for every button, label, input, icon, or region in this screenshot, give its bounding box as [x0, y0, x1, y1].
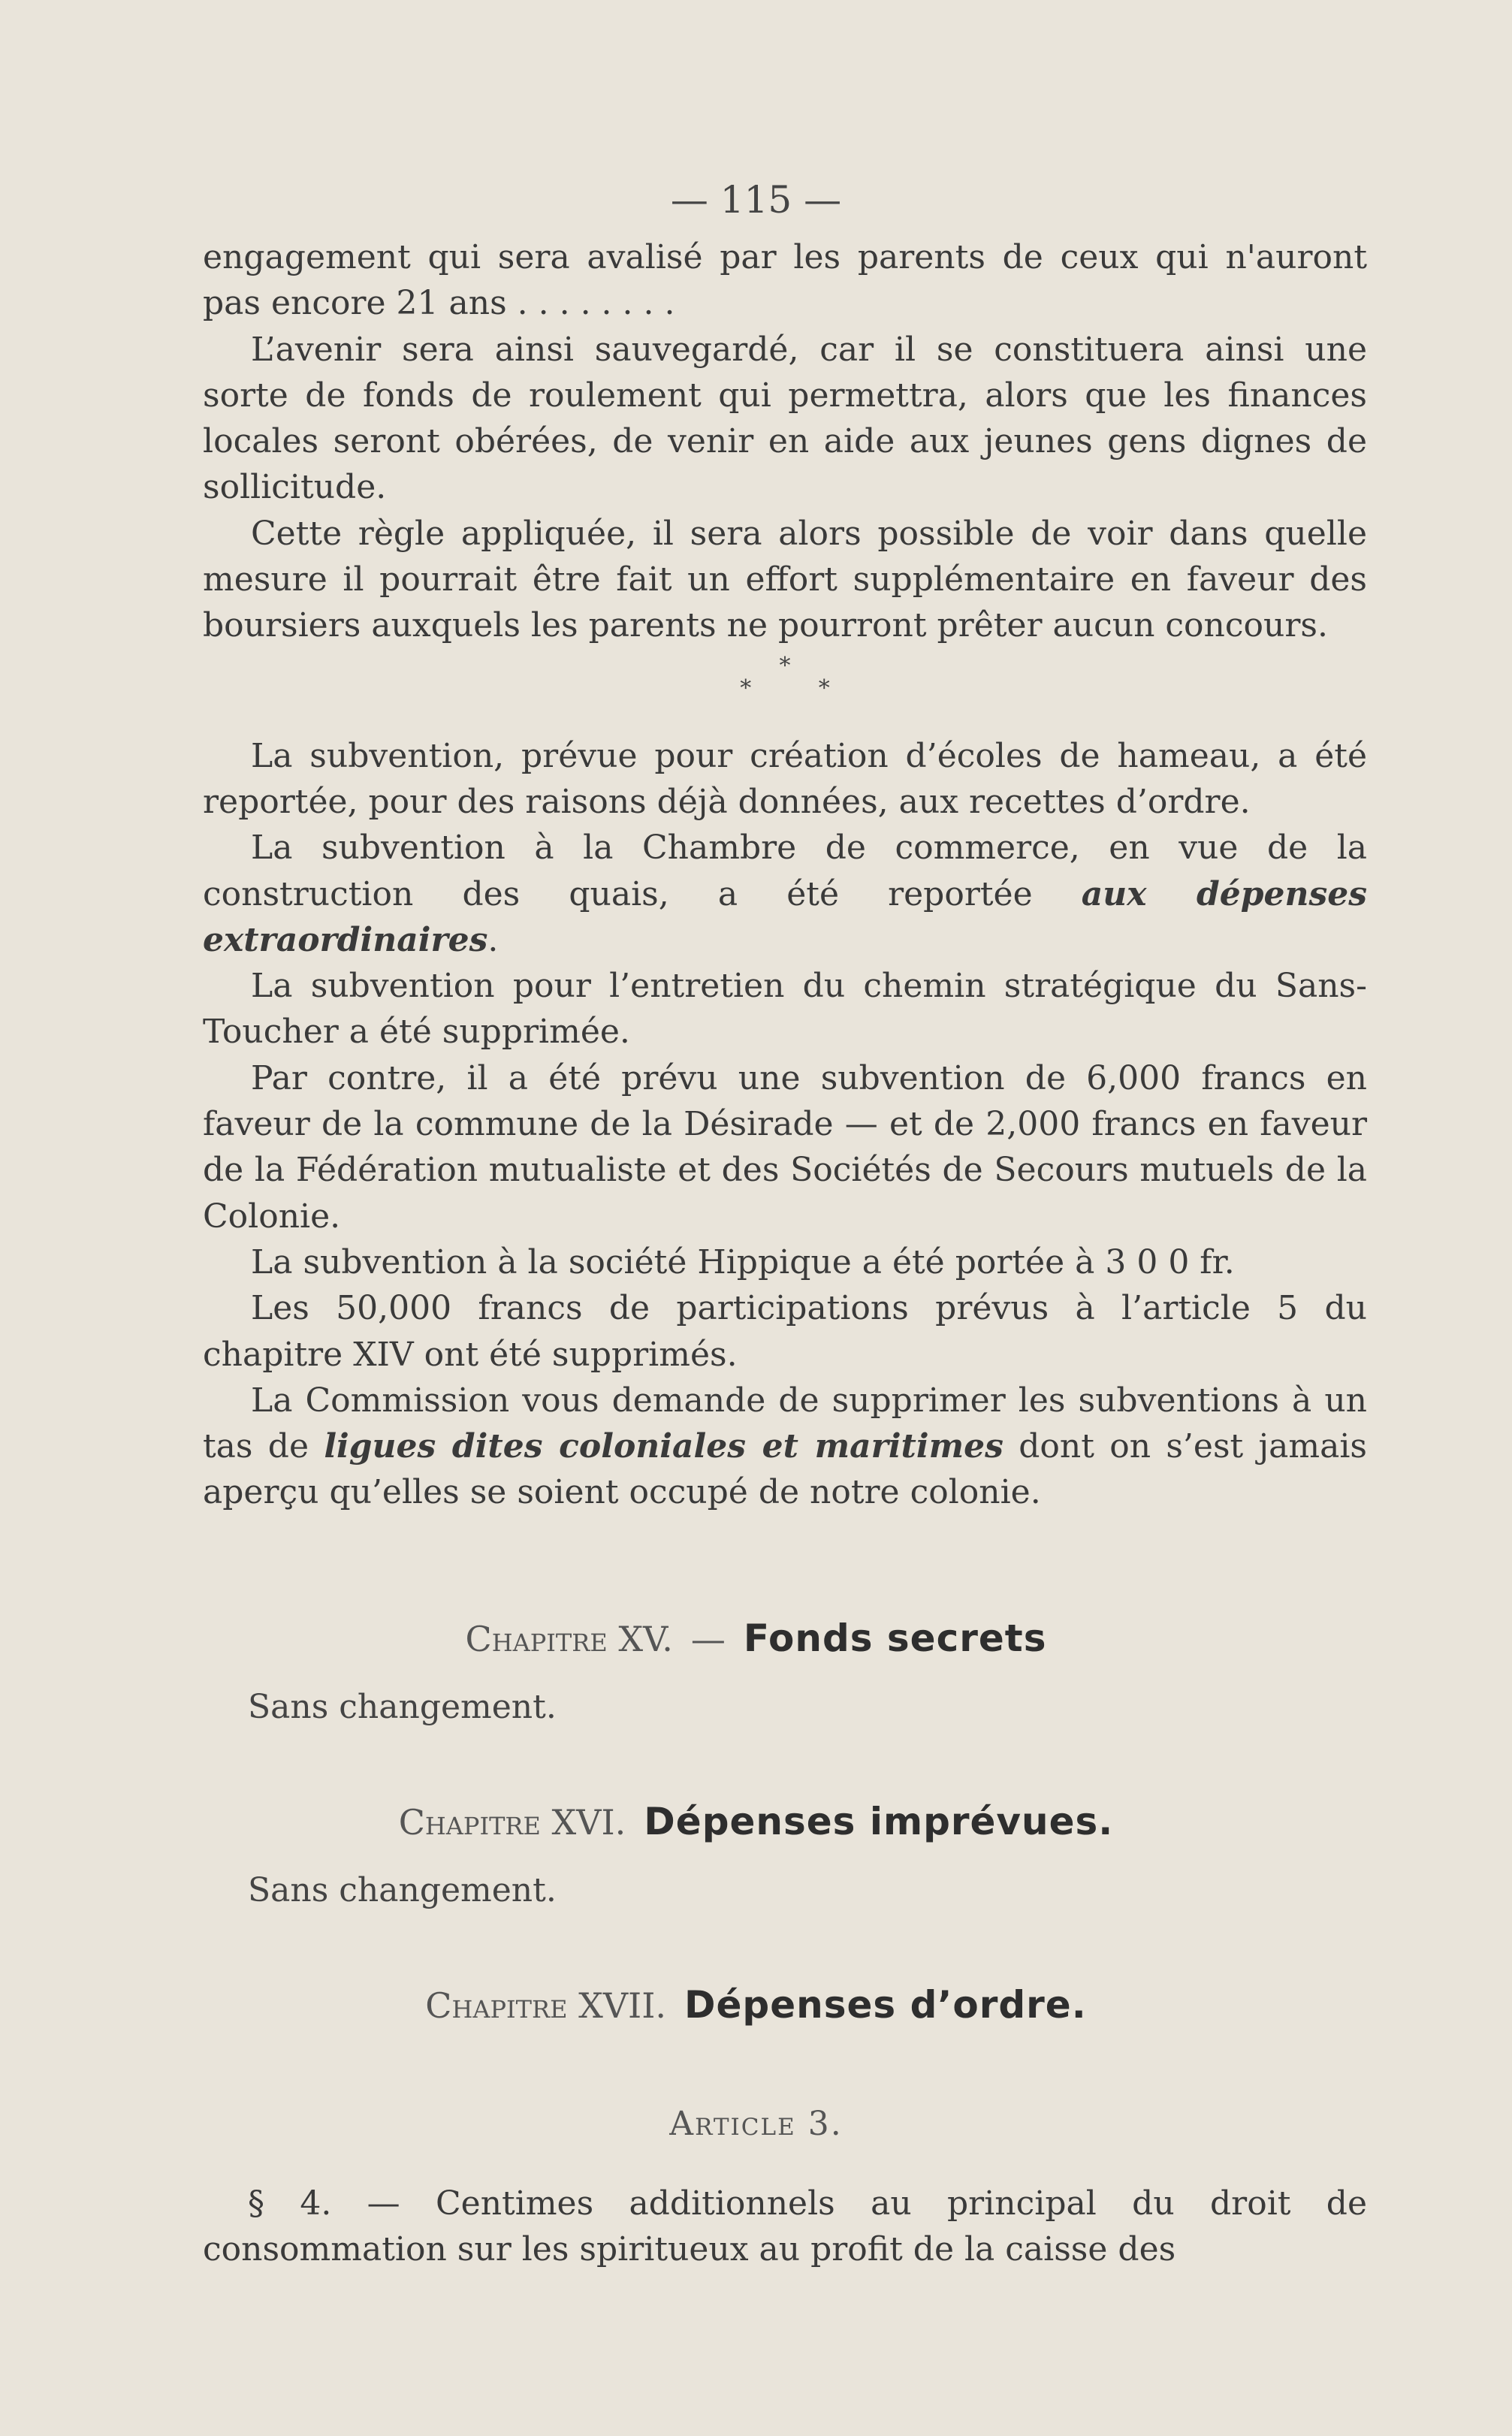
chapter-xv-note: Sans changement.: [248, 1688, 557, 1726]
final-text: [203, 2181, 1367, 2272]
chapter-heading-xvi: Chapitre XVI. Dépenses imprévues.: [398, 1800, 1114, 1843]
separator-star-top: *: [779, 652, 791, 679]
paragraph-participations: Les 50,000 francs de participations prévus à l’article 5 du chapitre XIV ont été supprimés.: [203, 1289, 1367, 1374]
chapter-xvi-note: Sans changement.: [248, 1871, 557, 1909]
chapter-heading-xv: Chapitre XV. — Fonds secrets: [465, 1616, 1047, 1660]
paragraph-sans-toucher: La subvention pour l’entretien du chemin stratégique du Sans-Toucher a été supprimée.: [203, 967, 1367, 1052]
intro-paragraph: engagement qui sera avalisé par les parents de ceux qui n'auront pas encore 21 ans . . . . . . . .: [203, 238, 1367, 323]
separator-star-left: *: [740, 675, 752, 702]
page-number: — 115 —: [670, 178, 842, 222]
section-separator: [203, 652, 1367, 702]
paragraph-ecoles-hameau: La subvention, prévue pour création d’écoles de hameau, a été reportée, pour des raisons déjà données, aux recettes d’ordre.: [203, 736, 1367, 821]
paragraph-chambre-commerce: La subvention à la Chambre de commerce, en vue de la construction des quais, a été reportée aux dépenses extraordinaires.: [203, 829, 1368, 959]
article-heading: Article 3.: [669, 2105, 843, 2143]
paragraph-ligues: La Commission vous demande de supprimer les subventions à un tas de ligues dites coloniales et maritimes dont on s’est jamais aperçu qu’elles se soient occupé de notre colonie.: [203, 1381, 1367, 1512]
chapter-heading-xvii: Chapitre XVII. Dépenses d’ordre.: [425, 1983, 1087, 2027]
paragraph-hippique: La subvention à la société Hippique a été portée à 3 0 0 fr.: [251, 1242, 1235, 1281]
paragraph-avenir: L’avenir sera ainsi sauvegardé, car il se constituera ainsi une sorte de fonds de roulement qui permettra, alors que les finances locales seront obérées, de venir en aide aux jeunes gens dignes de sollicitude.: [203, 330, 1367, 507]
main-text: [203, 234, 1367, 1516]
separator-star-right: *: [818, 675, 830, 702]
paragraph-desirade: Par contre, il a été prévu une subvention de 6,000 francs en faveur de la commune de la Désirade — et de 2,000 francs en faveur de la Fédération mutualiste et des Sociétés de Secours mutuels de la Colonie.: [203, 1058, 1367, 1236]
paragraph-centimes: § 4. — Centimes additionnels au principal du droit de consommation sur les spiritueux au profit de la caisse des: [203, 2184, 1367, 2268]
paragraph-regle: Cette règle appliquée, il sera alors possible de voir dans quelle mesure il pourrait être fait un effort supplémentaire en faveur des boursiers auxquels les parents ne pourront prêter aucun concours.: [203, 514, 1367, 645]
